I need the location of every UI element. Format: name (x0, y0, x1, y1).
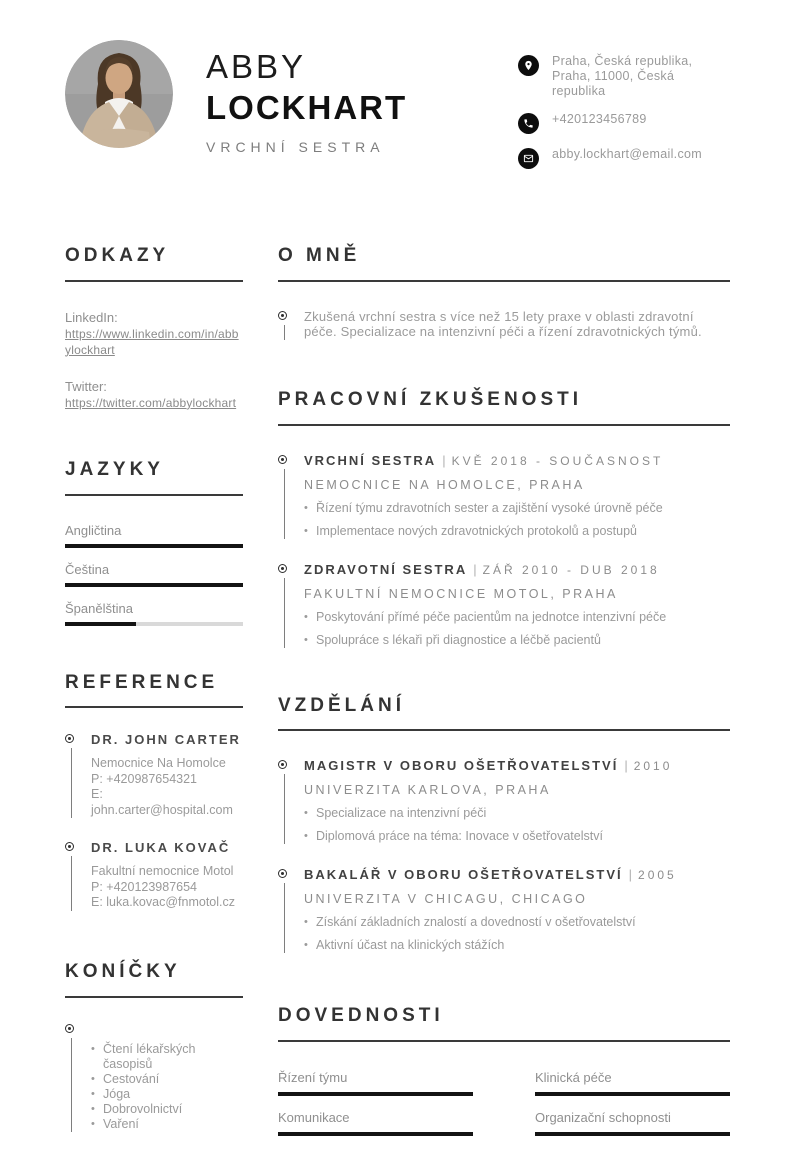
education-organization: UNIVERZITA V CHICAGU, CHICAGO (304, 892, 588, 907)
section-references (65, 672, 243, 911)
timeline-line (71, 1038, 72, 1132)
education-body (304, 758, 672, 844)
timeline-rail (278, 309, 304, 340)
experience-role: ZDRAVOTNÍ SESTRA (304, 561, 468, 577)
experience-organization: NEMOCNICE NA HOMOLCE, PRAHA (304, 477, 585, 492)
skill-name: Klinická péče (535, 1070, 612, 1086)
timeline-line (284, 578, 285, 648)
content-columns (65, 245, 730, 1150)
education-period: 2010 (633, 759, 673, 774)
skill-name: Organizační schopnosti (535, 1110, 671, 1126)
phone-text: +420123456789 (552, 112, 647, 126)
skill-name: Komunikace (278, 1110, 350, 1126)
list-item: • Dobrovolnictví (91, 1102, 243, 1117)
education-title-row (304, 758, 672, 774)
skill-item (278, 1070, 473, 1096)
timeline-rail (278, 867, 304, 953)
bullet-item: • Specializace na intenzivní péči (304, 806, 672, 821)
experience-body (304, 453, 663, 539)
link-label: Twitter: (65, 378, 107, 394)
first-name: ABBY (206, 48, 307, 85)
link-item (65, 378, 243, 411)
contact-block (518, 40, 730, 169)
reference-item (65, 732, 243, 818)
section-about (278, 245, 730, 340)
skills-grid (278, 1070, 730, 1150)
language-name: Angličtina (65, 522, 122, 538)
language-name: Čeština (65, 561, 110, 577)
language-name: Španělština (65, 600, 133, 616)
experience-period: ZÁŘ 2010 - DUB 2018 (482, 562, 660, 577)
title-separator: | (473, 561, 477, 577)
education-period: 2005 (638, 868, 677, 883)
experience-list (278, 453, 730, 648)
phone-icon (518, 113, 539, 134)
language-item (65, 523, 243, 548)
references-section-title: REFERENCE (65, 672, 243, 709)
language-level-track (65, 622, 243, 626)
skill-level-track (535, 1132, 730, 1136)
timeline-rail (278, 758, 304, 844)
hobbies-wrap (65, 1022, 243, 1132)
language-level-bar (65, 544, 243, 548)
link-label: LinkedIn: (65, 309, 118, 325)
list-item: • Čtení lékařských časopisů (91, 1042, 243, 1072)
reference-phone: P: +420123987654 (91, 879, 198, 894)
list-item: • Cestování (91, 1072, 243, 1087)
contact-email-row (518, 147, 730, 169)
skill-level-bar (278, 1092, 473, 1096)
title-separator: | (624, 758, 628, 774)
experience-bullets (304, 610, 666, 648)
education-entry (278, 867, 730, 953)
reference-phone: P: +420987654321 (91, 771, 198, 786)
timeline-rail (65, 1022, 91, 1132)
experience-bullets (304, 501, 663, 539)
skill-level-track (278, 1092, 473, 1096)
education-entry (278, 758, 730, 844)
bullet-item: • Diplomová práce na téma: Inovace v ošetřovatelství (304, 829, 672, 844)
contact-phone-row (518, 112, 730, 134)
bullet-item: • Spolupráce s lékaři při diagnostice a léčbě pacientů (304, 633, 666, 648)
education-organization: UNIVERZITA KARLOVA, PRAHA (304, 783, 551, 798)
main-column (278, 245, 730, 1150)
job-title: VRCHNÍ SESTRA (206, 138, 385, 155)
experience-organization: FAKULTNÍ NEMOCNICE MOTOL, PRAHA (304, 586, 618, 601)
languages-section-title: JAZYKY (65, 459, 243, 496)
about-text: Zkušená vrchní sestra s více než 15 lety praxe v oblasti zdravotní péče. Specializace na intenzivní péči a řízení zdravotnických týmů. (304, 308, 702, 340)
hobbies-list (91, 1042, 243, 1132)
timeline-marker-icon (65, 734, 74, 743)
external-link[interactable]: https://www.linkedin.com/in/abbylockhart (65, 326, 239, 357)
skill-name: Řízení týmu (278, 1070, 348, 1086)
experience-period: KVĚ 2018 - SOUČASNOST (451, 453, 664, 468)
section-skills (278, 1005, 730, 1150)
list-item: • Jóga (91, 1087, 243, 1102)
reference-item (65, 840, 243, 911)
timeline-rail (65, 840, 91, 911)
hobbies-section-title: KONÍČKY (65, 961, 243, 998)
education-list (278, 758, 730, 953)
reference-details (91, 756, 243, 818)
skill-level-bar (278, 1132, 473, 1136)
skill-item (535, 1070, 730, 1096)
languages-list (65, 523, 243, 626)
education-bullets (304, 915, 677, 953)
last-name: LOCKHART (206, 89, 408, 127)
reference-email: E: luka.kovac@fnmotol.cz (91, 895, 235, 910)
education-body (304, 867, 677, 953)
section-education (278, 695, 730, 954)
list-item: • Vaření (91, 1117, 243, 1132)
skill-level-track (278, 1132, 473, 1136)
timeline-marker-icon (278, 760, 287, 769)
section-experience (278, 389, 730, 648)
avatar (65, 40, 173, 148)
education-section-title: VZDĚLÁNÍ (278, 695, 730, 732)
link-item (65, 309, 243, 358)
location-text: Praha, Česká republika, Praha, 11000, Česká republika (552, 54, 693, 98)
header (0, 0, 794, 169)
section-links (65, 245, 243, 411)
language-item (65, 601, 243, 626)
skill-level-bar (535, 1092, 730, 1096)
links-list (65, 309, 243, 411)
portrait-photo-icon (65, 40, 173, 148)
language-level-bar (65, 583, 243, 587)
experience-title-row (304, 453, 663, 469)
timeline-line (284, 325, 285, 340)
email-icon (518, 148, 539, 169)
experience-role: VRCHNÍ SESTRA (304, 452, 437, 468)
language-level-track (65, 583, 243, 587)
timeline-line (284, 774, 285, 844)
reference-email: E: john.carter@hospital.com (91, 787, 233, 817)
bullet-item: • Řízení týmu zdravotních sester a zajištění vysoké úrovně péče (304, 501, 663, 516)
reference-details (91, 864, 235, 911)
timeline-marker-icon (278, 311, 287, 320)
education-degree: BAKALÁŘ V OBORU OŠETŘOVATELSTVÍ (304, 867, 623, 883)
timeline-rail (65, 732, 91, 818)
skill-level-bar (535, 1132, 730, 1136)
experience-entry (278, 453, 730, 539)
timeline-line (284, 883, 285, 953)
section-languages (65, 459, 243, 626)
education-bullets (304, 806, 672, 844)
skill-item (535, 1110, 730, 1136)
skill-level-track (535, 1092, 730, 1096)
timeline-line (71, 856, 72, 911)
contact-location-row (518, 54, 730, 99)
reference-organization: Fakultní nemocnice Motol (91, 864, 234, 879)
timeline-rail (278, 453, 304, 539)
reference-body (91, 840, 235, 911)
bullet-item: • Implementace nových zdravotnických protokolů a postupů (304, 524, 663, 539)
sidebar (65, 245, 243, 1150)
timeline-marker-icon (65, 842, 74, 851)
timeline-line (71, 748, 72, 818)
references-list (65, 732, 243, 911)
reference-organization: Nemocnice Na Homolce (91, 756, 226, 771)
education-degree: MAGISTR V OBORU OŠETŘOVATELSTVÍ (304, 758, 619, 774)
section-hobbies (65, 961, 243, 1132)
language-item (65, 562, 243, 587)
email-text: abby.lockhart@email.com (552, 147, 702, 161)
bullet-item: • Získání základních znalostí a dovedností v ošetřovatelství (304, 915, 677, 930)
experience-body (304, 562, 666, 648)
education-title-row (304, 867, 677, 883)
name-block (206, 40, 407, 155)
about-wrap (278, 309, 730, 340)
reference-name: DR. JOHN CARTER (91, 732, 241, 748)
skill-item (278, 1110, 473, 1136)
title-separator: | (442, 452, 446, 468)
bullet-item: • Aktivní účast na klinických stážích (304, 938, 677, 953)
language-level-track (65, 544, 243, 548)
about-section-title: O MNĚ (278, 245, 730, 282)
experience-entry (278, 562, 730, 648)
timeline-line (284, 469, 285, 539)
external-link[interactable]: https://twitter.com/abbylockhart (65, 395, 237, 410)
reference-body (91, 732, 243, 818)
timeline-rail (278, 562, 304, 648)
timeline-marker-icon (278, 869, 287, 878)
experience-title-row (304, 562, 666, 578)
timeline-marker-icon (278, 455, 287, 464)
bullet-item: • Poskytování přímé péče pacientům na jednotce intenzivní péče (304, 610, 666, 625)
reference-name: DR. LUKA KOVAČ (91, 840, 231, 856)
location-icon (518, 55, 539, 76)
title-separator: | (628, 867, 633, 883)
language-level-bar (65, 622, 136, 626)
skills-section-title: DOVEDNOSTI (278, 1005, 730, 1042)
timeline-marker-icon (278, 564, 287, 573)
timeline-marker-icon (65, 1024, 74, 1033)
links-section-title: ODKAZY (65, 245, 243, 282)
experience-section-title: PRACOVNÍ ZKUŠENOSTI (278, 389, 730, 426)
